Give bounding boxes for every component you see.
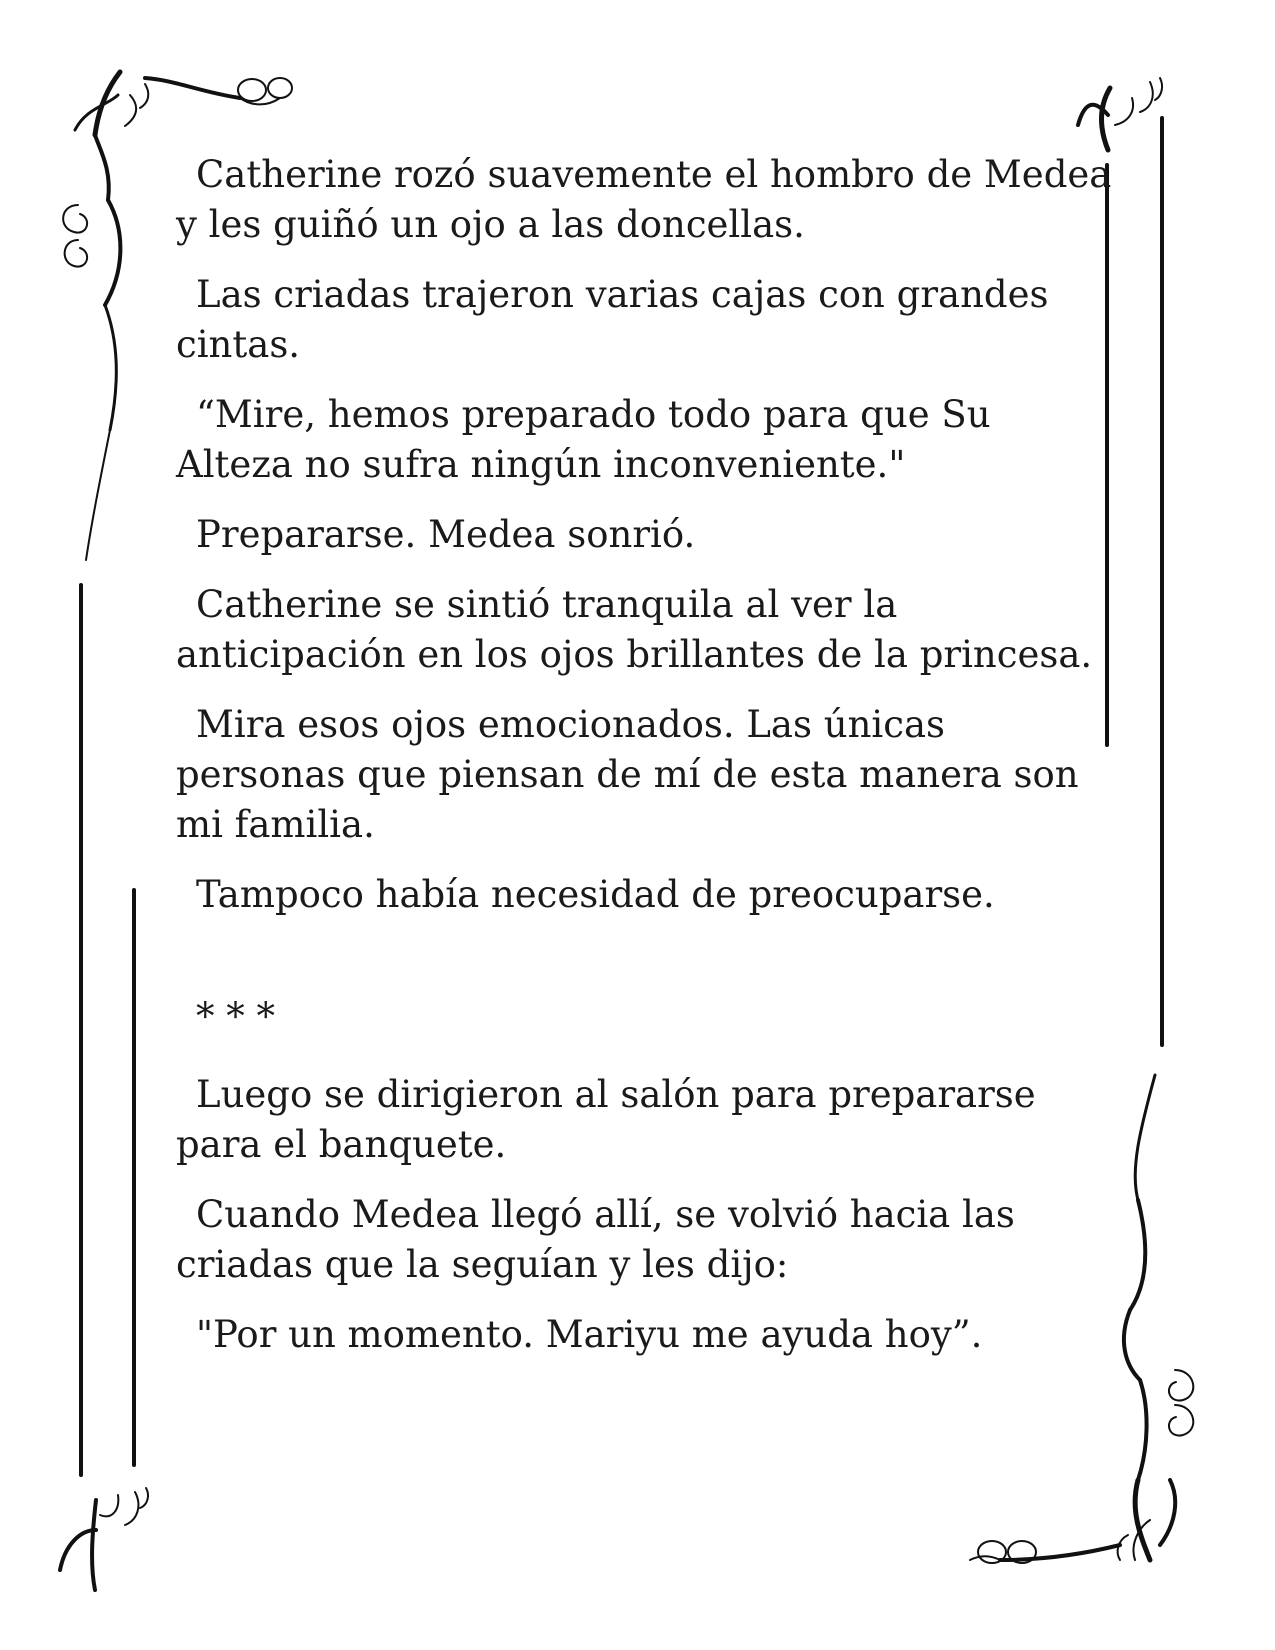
paragraph: Cuando Medea llegó allí, se volvió hacia las criadas que la seguían y les dijo:	[176, 1193, 1027, 1286]
paragraph: Catherine se sintió tranquila al ver la anticipación en los ojos brillantes de la princesa.	[176, 583, 1093, 676]
flourish-top-right-icon	[1078, 78, 1162, 150]
paragraph: Prepararse. Medea sonrió.	[196, 513, 696, 556]
paragraph: Catherine rozó suavemente el hombro de Medea y les guiñó un ojo a las doncellas.	[176, 153, 1124, 246]
chapter-text	[176, 150, 1124, 1380]
paragraph: Las criadas trajeron varias cajas con grandes cintas.	[176, 273, 1061, 366]
paragraph: "Por un momento. Mariyu me ayuda hoy”.	[196, 1313, 983, 1356]
flourish-bottom-left-icon	[60, 1488, 148, 1590]
paragraph: “Mire, hemos preparado todo para que Su Alteza no sufra ningún inconveniente."	[176, 393, 1003, 486]
paragraph: Mira esos ojos emocionados. Las únicas personas que piensan de mí de esta manera son mi familia.	[176, 703, 1091, 846]
paragraph: Luego se dirigieron al salón para prepararse para el banquete.	[176, 1073, 1048, 1166]
scene-break: * * *	[196, 995, 276, 1038]
paragraph: Tampoco había necesidad de preocuparse.	[196, 873, 995, 916]
